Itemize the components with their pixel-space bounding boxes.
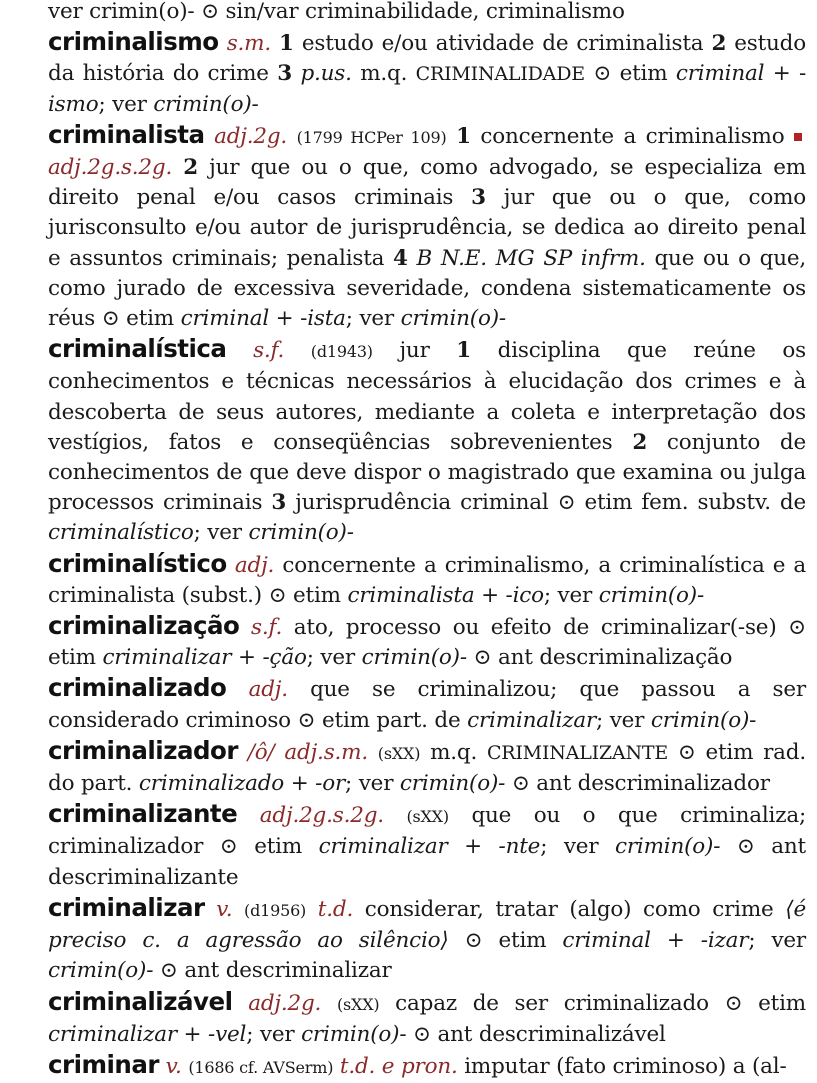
cross-reference: CRIMINALIZANTE bbox=[486, 741, 669, 764]
grammar-label: s.f. bbox=[251, 615, 283, 641]
definition-text: conjunto de conhecimentos de que deve dispor o magistrado que examina ou julga processos criminais bbox=[48, 429, 806, 516]
grammar-label: adj. bbox=[248, 677, 288, 703]
definition-text: ; ver bbox=[193, 520, 249, 546]
grammar-label: adj.2g. bbox=[214, 123, 288, 149]
definition-text: ⊙ ant descriminalizador bbox=[505, 771, 770, 797]
etymology-term: ista bbox=[307, 306, 346, 332]
dictionary-entry bbox=[48, 673, 806, 735]
date-label: (1686 cf. AVSerm) bbox=[188, 1057, 334, 1077]
grammar-label: v. bbox=[165, 1053, 182, 1079]
grammar-label: s.f. bbox=[253, 338, 285, 364]
definition-text: m.q. bbox=[351, 61, 416, 87]
etymology-term: criminalizado bbox=[138, 771, 285, 797]
sense-number: 3 bbox=[471, 185, 486, 211]
etymology-term: criminal bbox=[180, 306, 270, 332]
grammar-label: adj.2g.s.2g. bbox=[48, 155, 173, 181]
date-label: (d1943) bbox=[310, 342, 373, 362]
definition-text: ; ver bbox=[246, 1021, 302, 1047]
definition-text: ⊙ etim bbox=[448, 928, 563, 954]
definition-text: estudo e/ou atividade de criminalista bbox=[293, 31, 712, 57]
headword: criminalizável bbox=[48, 986, 233, 1016]
etymology-term: crimin(o)- bbox=[399, 771, 506, 797]
grammar-label: s.m. bbox=[226, 31, 271, 57]
headword: criminalístico bbox=[48, 548, 227, 578]
definition-text bbox=[447, 124, 457, 149]
sense-number: 3 bbox=[271, 490, 287, 516]
headword: criminalizar bbox=[48, 892, 205, 922]
definition-text: que ou o que, como jurado de excessiva severidade, condena sistematicamente os réus ⊙ etim bbox=[48, 245, 806, 332]
definition-text: + bbox=[284, 771, 316, 797]
definition-text: estudo da história do crime bbox=[48, 31, 806, 87]
etymology-term: crimin(o)- bbox=[615, 834, 721, 860]
definition-text: ; ver bbox=[345, 306, 401, 332]
date-label: (d1956) bbox=[244, 900, 307, 920]
entry-list bbox=[48, 27, 806, 1083]
continuation-line: ver crimin(o)- ⊙ sin/var criminabilidade, criminalismo bbox=[48, 0, 625, 24]
definition-text: ⊙ etim rad. do part. bbox=[48, 739, 806, 797]
etymology-term: criminalizar bbox=[102, 645, 232, 671]
dictionary-entry bbox=[48, 1050, 806, 1083]
etymology-term: crimin(o)- bbox=[361, 645, 467, 671]
date-label: (1799 HCPer 109) bbox=[296, 127, 447, 147]
dictionary-page bbox=[48, 0, 806, 1083]
date-label: (sXX) bbox=[406, 807, 449, 827]
etymology-term: B N.E. MG SP infrm. bbox=[407, 245, 646, 271]
sense-number: 4 bbox=[393, 245, 408, 271]
etymology-term: criminalizar bbox=[467, 707, 597, 733]
dictionary-entry bbox=[48, 27, 806, 120]
definition-text: ⊙ ant descriminalizável bbox=[406, 1021, 666, 1047]
headword: criminalizador bbox=[48, 735, 238, 765]
definition-text: ato, processo ou efeito de criminalizar(-se) ⊙ etim bbox=[48, 615, 806, 671]
definition-text: ; ver bbox=[748, 928, 806, 954]
dictionary-entry bbox=[48, 334, 806, 548]
date-label: (sXX) bbox=[377, 743, 421, 763]
etymology-term: criminalizar bbox=[318, 834, 448, 860]
headword: criminalismo bbox=[48, 27, 219, 57]
definition-text: considerar, tratar (algo) como crime bbox=[353, 896, 786, 922]
grammar-label: adj.2g. bbox=[248, 990, 322, 1016]
definition-text: ⊙ ant descriminalizar bbox=[153, 958, 392, 984]
definition-text: + - bbox=[269, 306, 308, 332]
etymology-term: crimin(o)- bbox=[301, 1021, 407, 1047]
etymology-term: criminal bbox=[562, 928, 651, 954]
grammar-label: t.d. bbox=[306, 896, 354, 922]
definition-text: que ou o que criminaliza; criminalizador ⊙ etim bbox=[48, 803, 807, 860]
entry-continuation bbox=[48, 0, 806, 27]
headword: criminalizado bbox=[48, 673, 227, 703]
etymology-term: p.us. bbox=[292, 61, 352, 87]
etymology-term: crimin(o)- bbox=[598, 582, 705, 608]
definition-text: ⊙ ant descriminalização bbox=[466, 645, 733, 671]
definition-text: ; ver bbox=[345, 771, 400, 797]
definition-text: jur bbox=[372, 338, 457, 364]
definition-text: ; ver bbox=[543, 582, 599, 608]
definition-text: ; ver bbox=[596, 707, 651, 733]
etymology-term: crimin(o)- bbox=[153, 91, 259, 117]
grammar-label: adj.2g.s.2g. bbox=[259, 803, 384, 829]
definition-text: + bbox=[650, 928, 701, 954]
sense-number: 2 bbox=[183, 155, 199, 181]
definition-text: jur que ou o que, como advogado, se especializa em direito penal e/ou casos criminais bbox=[48, 155, 806, 211]
grammar-label: t.d. e pron. bbox=[333, 1053, 458, 1079]
definition-text: ⊙ etim bbox=[584, 61, 676, 87]
dictionary-entry bbox=[48, 736, 806, 799]
dictionary-entry bbox=[48, 893, 806, 987]
definition-text: ⊙ ant descriminalizante bbox=[48, 834, 806, 890]
etymology-term: crimin(o)- bbox=[248, 520, 354, 546]
definition-text: ; ver bbox=[306, 645, 362, 671]
sense-number: 2 bbox=[632, 429, 648, 455]
etymology-term: criminalizar bbox=[48, 1021, 177, 1047]
etymology-term: crimin(o)- bbox=[400, 306, 506, 332]
definition-text: que se criminalizou; que passou a ser considerado criminoso ⊙ etim part. de bbox=[48, 677, 806, 733]
sense-number: 1 bbox=[456, 123, 471, 149]
headword: criminalização bbox=[48, 611, 240, 641]
definition-text: ; ver bbox=[540, 834, 615, 860]
definition-text: imputar (fato criminoso) a (al- bbox=[457, 1053, 787, 1079]
headword: criminalística bbox=[48, 334, 227, 364]
dictionary-entry bbox=[48, 120, 806, 334]
definition-text: m.q. bbox=[420, 739, 487, 765]
definition-text: capaz de ser criminalizado ⊙ etim bbox=[379, 990, 806, 1016]
sense-number: 1 bbox=[456, 338, 472, 364]
definition-text: + bbox=[447, 834, 499, 860]
definition-text: concernente a criminalismo, a criminalística e a criminalista (subst.) ⊙ etim bbox=[48, 552, 807, 608]
square-bullet-icon bbox=[794, 133, 802, 141]
definition-text: + bbox=[474, 582, 506, 608]
etymology-term: ismo bbox=[48, 91, 99, 117]
etymology-term: -vel bbox=[208, 1021, 247, 1047]
definition-text: + bbox=[176, 1021, 208, 1047]
definition-text: jurisprudência criminal ⊙ etim fem. substv. de bbox=[286, 490, 807, 516]
grammar-label: adj. bbox=[234, 552, 275, 578]
cross-reference: CRIMINALIDADE bbox=[415, 63, 585, 86]
etymology-term: criminal bbox=[675, 61, 765, 87]
dictionary-entry bbox=[48, 611, 806, 673]
sense-number: 3 bbox=[277, 61, 293, 87]
definition-text: jur que ou o que, como jurisconsulto e/ou autor de jurisprudência, se dedica ao direito penal e assuntos criminais; penalista bbox=[48, 185, 806, 271]
etymology-term: criminalístico bbox=[48, 520, 194, 546]
etymology-term: crimin(o)- bbox=[48, 958, 154, 984]
sense-number: 2 bbox=[711, 31, 727, 57]
headword: criminalista bbox=[48, 119, 205, 149]
grammar-label: /ô/ adj.s.m. bbox=[247, 739, 368, 765]
etymology-term: -or bbox=[315, 771, 346, 797]
definition-text bbox=[172, 155, 183, 180]
dictionary-entry bbox=[48, 549, 806, 611]
etymology-term: -ção bbox=[262, 645, 307, 671]
definition-text: + - bbox=[764, 61, 807, 87]
dictionary-entry bbox=[48, 987, 806, 1050]
definition-text: + bbox=[231, 645, 263, 671]
definition-text bbox=[271, 31, 279, 56]
dictionary-entry bbox=[48, 799, 806, 893]
definition-text: disciplina que reúne os conhecimentos e técnicas necessários à elucidação dos crimes e à descoberta de seus autores, mediante a coleta e interpretação dos vestígios, fatos e conseqüências sobrevenientes bbox=[48, 338, 806, 455]
etymology-term: criminalista bbox=[347, 582, 475, 608]
headword: criminalizante bbox=[48, 799, 238, 829]
date-label: (sXX) bbox=[336, 994, 380, 1014]
headword: criminar bbox=[48, 1049, 159, 1079]
etymology-term: crimin(o)- bbox=[650, 707, 757, 733]
definition-text: ; ver bbox=[98, 91, 154, 117]
grammar-label: v. bbox=[216, 896, 233, 922]
sense-number: 1 bbox=[279, 31, 294, 57]
etymology-term: -nte bbox=[498, 834, 541, 860]
etymology-term: -izar bbox=[700, 928, 749, 954]
etymology-term: ⟨é preciso c. a agressão ao silêncio⟩ bbox=[48, 896, 806, 954]
etymology-term: -ico bbox=[505, 582, 544, 608]
definition-text: concernente a criminalismo bbox=[470, 123, 795, 149]
